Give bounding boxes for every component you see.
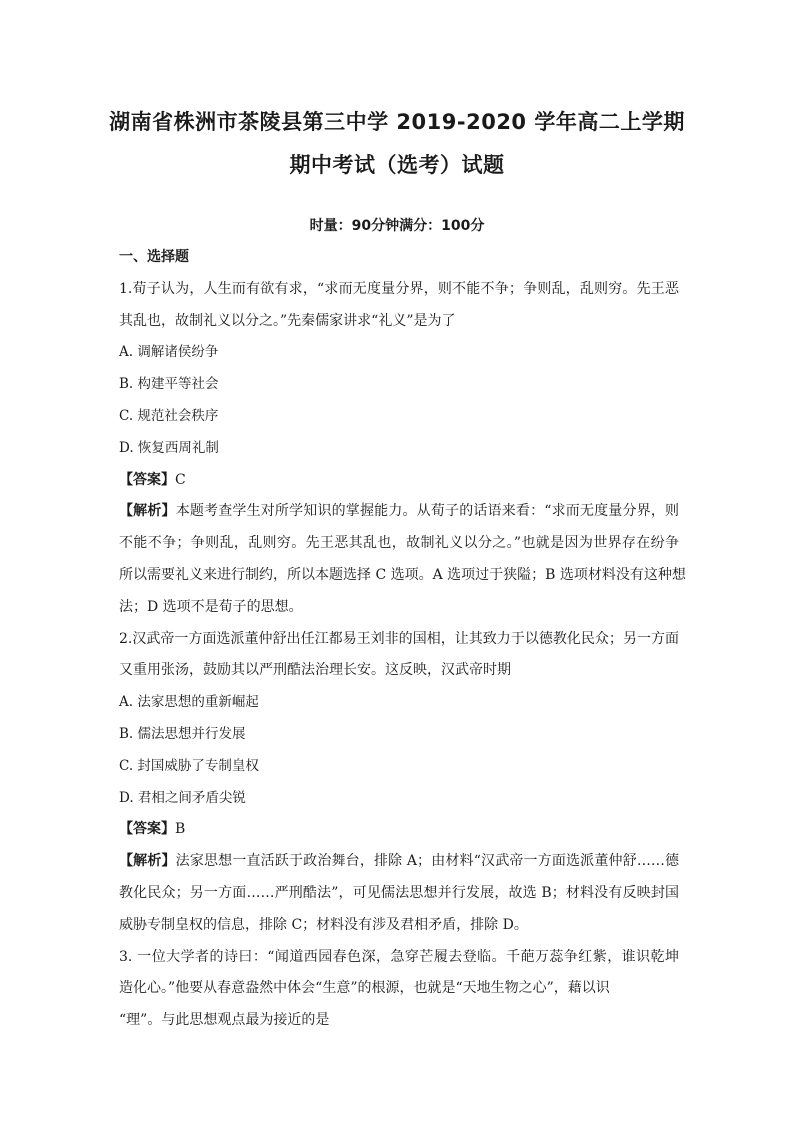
question-2-analysis-line: 威胁专制皇权的信息，排除 C；材料没有涉及君相矛盾，排除 D。 bbox=[119, 916, 528, 933]
question-1-stem-line: 其乱也，故制礼义以分之。”先秦儒家讲求“礼义”是为了 bbox=[119, 312, 456, 329]
question-2-analysis-line bbox=[119, 846, 679, 878]
analysis-text: 本题考查学生对所学知识的掌握能力。从荀子的话语来看：“求而无度量分界，则 bbox=[175, 503, 680, 520]
answer-value: C bbox=[175, 471, 186, 488]
answer-label: 【答案】 bbox=[119, 471, 175, 488]
question-1-analysis-line: 法；D 选项不是荀子的思想。 bbox=[119, 598, 303, 615]
question-1-option-c: C. 规范社会秩序 bbox=[119, 407, 219, 424]
question-1-option-a: A. 调解诸侯纷争 bbox=[119, 344, 219, 361]
question-1-analysis-line bbox=[119, 496, 679, 528]
document-title-line-1: 湖南省株洲市茶陵县第三中学 2019-2020 学年高二上学期 bbox=[109, 110, 685, 134]
answer-value: B bbox=[175, 821, 186, 838]
exam-time-score: 时量：90分钟满分：100分 bbox=[309, 218, 485, 234]
question-2-stem-line: 2.汉武帝一方面选派董仲舒出任江都易王刘非的国相，让其致力于以德教化民众；另一方面 bbox=[119, 630, 679, 647]
analysis-label: 【解析】 bbox=[119, 503, 176, 520]
question-2-option-d: D. 君相之间矛盾尖锐 bbox=[119, 789, 246, 806]
question-1-analysis-line: 所以需要礼义来进行制约，所以本题选择 C 选项。A 选项过于狭隘；B 选项材料没有这种想 bbox=[119, 566, 686, 583]
question-3-stem-line: 3. 一位大学者的诗曰：“闻道西园春色深，急穿芒履去登临。千葩万蕊争红紫，谁识乾坤 bbox=[119, 948, 679, 965]
question-2-analysis-line: 教化民众；另一方面……严刑酷法”，可见儒法思想并行发展，故选 B；材料没有反映封国 bbox=[119, 884, 679, 901]
answer-label: 【答案】 bbox=[119, 821, 175, 838]
question-2-stem-line: 又重用张汤，鼓励其以严刑酷法治理长安。这反映，汉武帝时期 bbox=[119, 662, 511, 679]
exam-body bbox=[119, 242, 686, 1037]
analysis-label: 【解析】 bbox=[119, 853, 176, 870]
question-2-option-c: C. 封国威胁了专制皇权 bbox=[119, 757, 259, 774]
question-1-stem-line: 1.荀子认为，人生而有欲有求，“求而无度量分界，则不能不争；争则乱，乱则穷。先王恶 bbox=[119, 280, 679, 297]
question-1-answer bbox=[119, 465, 679, 497]
document-title-line-2: 期中考试（选考）试题 bbox=[289, 153, 505, 177]
question-1-analysis-line: 不能不争；争则乱，乱则穷。先王恶其乱也，故制礼义以分之。”也就是因为世界存在纷争 bbox=[119, 535, 679, 552]
question-1-option-b: B. 构建平等社会 bbox=[119, 376, 219, 393]
question-2-option-b: B. 儒法思想并行发展 bbox=[119, 725, 246, 742]
question-1-option-d: D. 恢复西周礼制 bbox=[119, 439, 219, 456]
analysis-text: 法家思想一直活跃于政治舞台，排除 A；由材料“汉武帝一方面选派董仲舒……德 bbox=[175, 853, 680, 870]
section-heading: 一、选择题 bbox=[119, 249, 189, 265]
question-3-stem-line: 造化心。”他要从春意盎然中体会“生意”的根源，也就是“天地生物之心”，藉以识 bbox=[119, 980, 610, 997]
question-2-option-a: A. 法家思想的重新崛起 bbox=[119, 694, 259, 711]
question-2-answer bbox=[119, 814, 679, 846]
question-3-stem-line: “理”。与此思想观点最为接近的是 bbox=[119, 1012, 330, 1029]
